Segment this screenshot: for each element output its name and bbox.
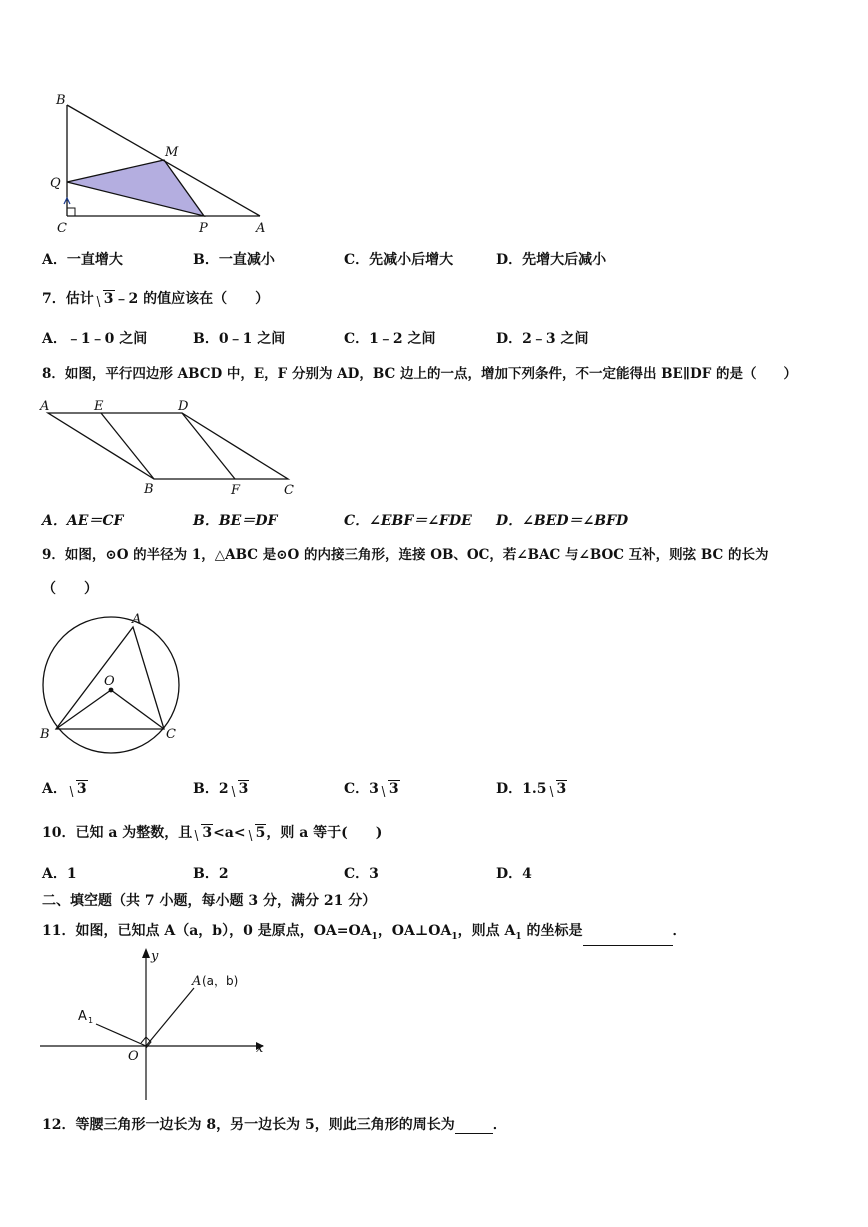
q8-option-d: D．∠BED＝∠BFD xyxy=(496,513,629,529)
label-a: A xyxy=(40,399,50,414)
q7-option-c: C．1﹣2 之间 xyxy=(344,331,436,347)
label-m: M xyxy=(165,145,179,160)
q11-stem: 11．如图，已知点 A（a，b），0 是原点，$OA=OA_1$，$OA\perp OA_1$，则点 $A_1$ 的坐标是 ． xyxy=(42,922,687,946)
q9-option-a: A． 3 xyxy=(42,781,87,797)
q9-option-b: B．2 3 xyxy=(193,781,249,797)
label-d: D xyxy=(178,399,189,414)
q8-option-b: B．BE＝DF xyxy=(193,513,278,529)
label-o: O xyxy=(104,674,115,689)
q10-option-c: C．3 xyxy=(344,866,379,882)
q9-option-d: D．1.5 3 xyxy=(496,781,567,797)
label-a1-sub: 1 xyxy=(88,1016,94,1025)
label-e: E xyxy=(94,399,104,414)
q6-option-b: B．一直减小 xyxy=(193,252,275,268)
label-b: B xyxy=(40,727,50,742)
label-c: C xyxy=(284,483,294,498)
q6-option-a: A．一直增大 xyxy=(42,252,123,268)
label-o: O xyxy=(128,1049,139,1064)
sqrt-symbol: 3 xyxy=(94,290,115,308)
q6-option-d: D．先增大后减小 xyxy=(496,252,607,268)
q9-option-c: C．3 3 xyxy=(344,781,399,797)
label-a1: A xyxy=(78,1009,87,1024)
label-x: x xyxy=(256,1041,264,1056)
q9-stem: 9．如图，⊙O 的半径为 1，△ABC 是⊙O 的内接三角形，连接 OB、OC，若∠BAC 与∠BOC 互补，则弦 BC 的长为 xyxy=(42,547,769,563)
q8-stem: 8．如图，平行四边形 ABCD 中，E，F 分别为 AD，BC 边上的一点，增加下列条件，不一定能得出 BE∥DF 的是（ ） xyxy=(42,366,797,382)
q10-option-d: D．4 xyxy=(496,866,532,882)
label-c: C xyxy=(166,727,176,742)
q8-option-c: C．∠EBF＝∠FDE xyxy=(344,513,472,529)
q7-option-a: A．﹣1﹣0 之间 xyxy=(42,331,148,347)
label-a: A xyxy=(192,974,202,989)
label-q: Q xyxy=(50,176,61,191)
label-b: B xyxy=(144,482,154,497)
label-a: A xyxy=(256,221,266,236)
q10-option-a: A．1 xyxy=(42,866,77,882)
q9-stem-paren: （ ） xyxy=(42,581,98,597)
q7-stem: 7．估计 3﹣2 的值应该在（ ） xyxy=(42,291,270,307)
q8-option-a: A．AE＝CF xyxy=(42,513,124,529)
label-f: F xyxy=(231,483,241,498)
label-a: A xyxy=(132,612,142,627)
q12-stem: 12．等腰三角形一边长为 8，另一边长为 5，则此三角形的周长为 ． xyxy=(42,1117,507,1133)
label-c: C xyxy=(57,221,67,236)
q10-option-b: B．2 xyxy=(193,866,229,882)
label-a-coords: (a，b) xyxy=(202,974,239,988)
section-title: 二、填空题（共 7 小题，每小题 3 分，满分 21 分） xyxy=(42,893,377,909)
q7-option-b: B．0﹣1 之间 xyxy=(193,331,286,347)
q7-option-d: D．2﹣3 之间 xyxy=(496,331,589,347)
q6-option-c: C．先减小后增大 xyxy=(344,252,454,268)
answer-blank xyxy=(455,1117,493,1134)
q10-stem: 10．已知 a 为整数，且 3<a< 5，则 a 等于( ) xyxy=(42,825,383,841)
label-p: P xyxy=(199,221,208,236)
label-b: B xyxy=(56,93,66,108)
label-y: y xyxy=(151,949,159,964)
